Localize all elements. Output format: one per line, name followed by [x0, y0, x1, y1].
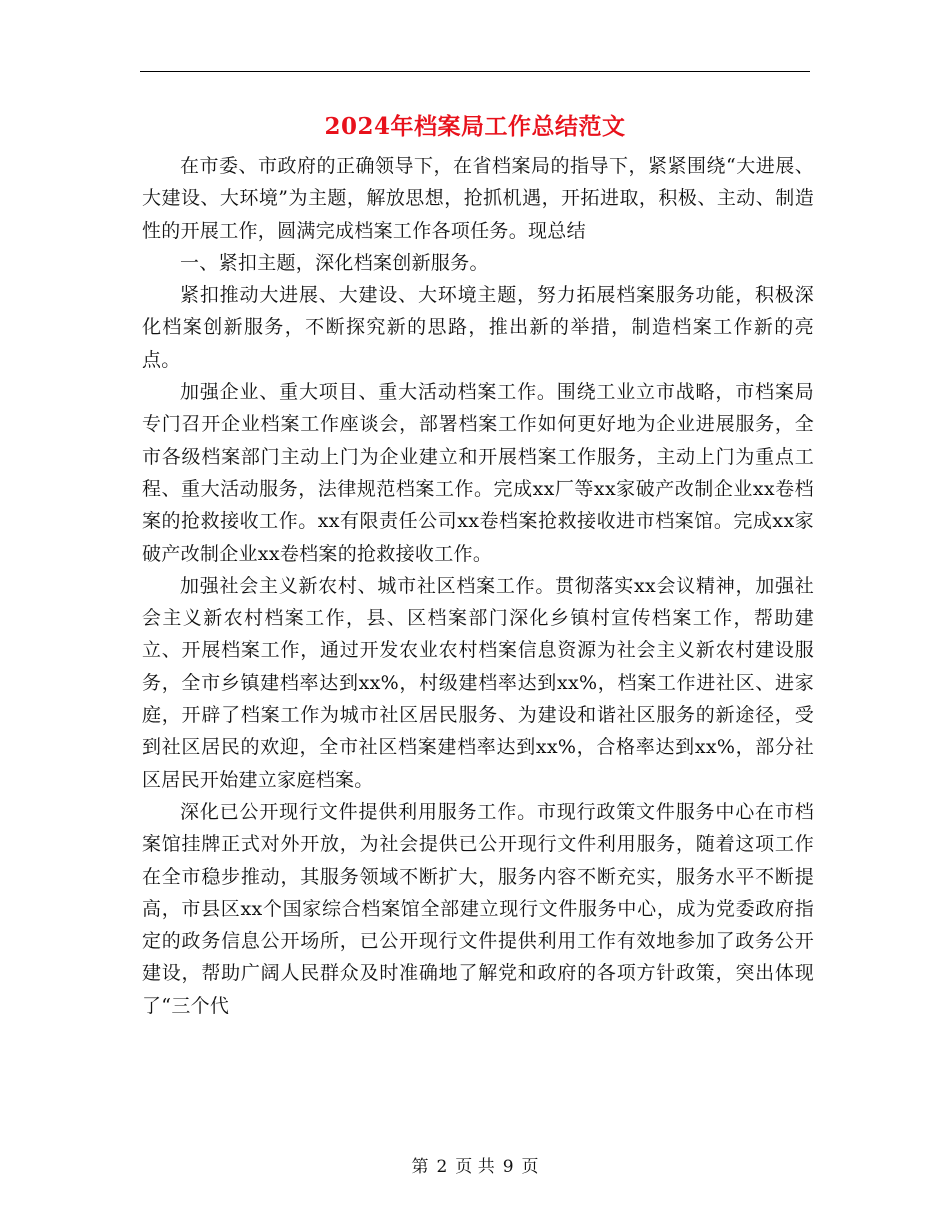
footer-total-pages: 9 [502, 1157, 514, 1177]
footer-prefix: 第 [411, 1157, 429, 1177]
paragraph-innovation: 紧扣推动大进展、大建设、大环境主题，努力拓展档案服务功能，积极深化档案创新服务，不断探究新的思路，推出新的举措，制造档案工作新的亮点。 [142, 284, 814, 371]
document-title: 2024年档案局工作总结范文 [324, 113, 626, 140]
paragraph-public-documents: 深化已公开现行文件提供利用服务工作。市现行政策文件服务中心在市档案馆挂牌正式对外开放，为社会提供已公开现行文件利用服务，随着这项工作在全市稳步推动，其服务领域不断扩大，服务内容不断充实，服务水平不断提高，市县区xx个国家综合档案馆全部建立现行文件服务中心，成为党委政府指定的政务信息公开场所，已公开现行文件提供利用工作有效地参加了政务公开建设，帮助广阔人民群众及时准确地了解党和政府的各项方针政策，突出体现了“三个代 [142, 800, 814, 1017]
paragraph-enterprise-archives: 加强企业、重大项目、重大活动档案工作。围绕工业立市战略，市档案局专门召开企业档案工作座谈会，部署档案工作如何更好地为企业进展服务，全市各级档案部门主动上门为企业建立和开展档案工作服务，主动上门为重点工程、重大活动服务，法律规范档案工作。完成xx厂等xx家破产改制企业xx卷档案的抢救接收工作。xx有限责任公司xx卷档案抢救接收进市档案馆。完成xx家破产改制企业xx卷档案的抢救接收工作。 [142, 381, 814, 565]
section-heading-1: 一、紧扣主题，深化档案创新服务。 [180, 251, 489, 274]
footer-current-page: 2 [436, 1157, 448, 1177]
page-footer [0, 1155, 950, 1179]
paragraph-rural-community-archives: 加强社会主义新农村、城市社区档案工作。贯彻落实xx会议精神，加强社会主义新农村档案工作，县、区档案部门深化乡镇村宣传档案工作，帮助建立、开展档案工作，通过开发农业农村档案信息资源为社会主义新农村建设服务，全市乡镇建档率达到xx%，村级建档率达到xx%，档案工作进社区、进家庭，开辟了档案工作为城市社区居民服务、为建设和谐社区服务的新途径，受到社区居民的欢迎，全市社区档案建档率达到xx%，合格率达到xx%，部分社区居民开始建立家庭档案。 [142, 574, 814, 791]
paragraph-intro: 在市委、市政府的正确领导下，在省档案局的指导下，紧紧围绕“大进展、大建设、大环境”为主题，解放思想，抢抓机遇，开拓进取，积极、主动、制造性的开展工作，圆满完成档案工作各项任务。现总结 [142, 155, 814, 242]
footer-middle: 页 共 [455, 1157, 495, 1177]
document-body [142, 150, 814, 1022]
header-rule [140, 71, 810, 72]
footer-suffix: 页 [521, 1157, 539, 1177]
